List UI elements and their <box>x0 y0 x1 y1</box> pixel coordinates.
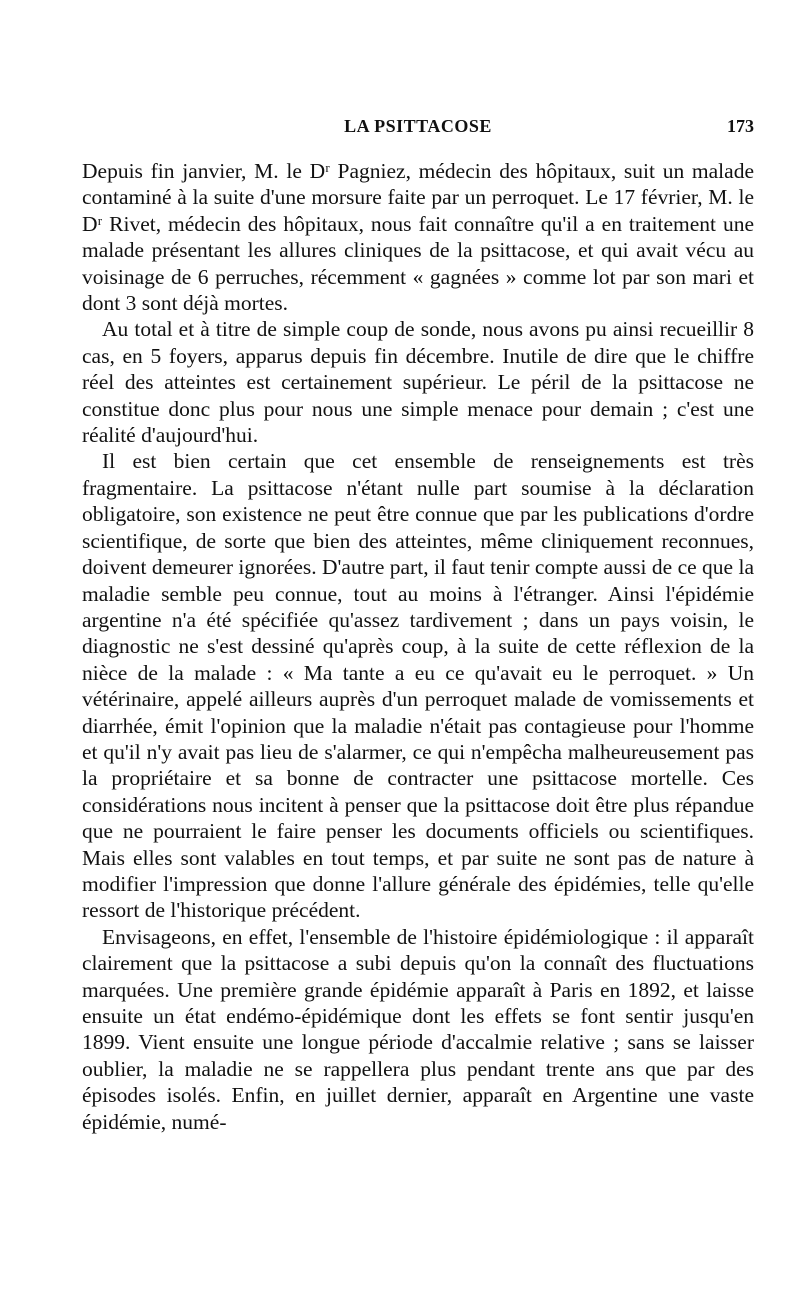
body-text <box>82 158 754 1135</box>
page-number: 173 <box>727 116 754 136</box>
page-header <box>82 116 754 144</box>
paragraph-4: Envisageons, en effet, l'ensemble de l'histoire épidémiologique : il apparaît clairement que la psittacose a subi depuis qu'on la connaît des fluctuations marquées. Une première grande épidémie apparaît à Paris en 1892, et laisse ensuite un état endémo-épidémique dont les effets se font sentir jusqu'en 1899. Vient ensuite une longue période d'accalmie relative ; sans se laisser oublier, la maladie ne se rappellera plus pendant trente ans que par des épisodes isolés. Enfin, en juillet dernier, apparaît en Argentine une vaste épidémie, numé- <box>82 924 754 1134</box>
running-title: LA PSITTACOSE <box>344 116 492 136</box>
paragraph-1: Depuis fin janvier, M. le Dʳ Pagniez, médecin des hôpitaux, suit un malade contaminé à la suite d'une morsure faite par un perroquet. Le 17 février, M. le Dʳ Rivet, médecin des hôpitaux, nous fait connaître qu'il a en traitement une malade présentant les allures cliniques de la psittacose, et qui avait vécu au voisinage de 6 perruches, récemment « gagnées » comme lot par son mari et dont 3 sont déjà mortes. <box>82 159 754 316</box>
paragraph-3: Il est bien certain que cet ensemble de renseignements est très fragmentaire. La psittacose n'étant nulle part soumise à la déclaration obligatoire, son existence ne peut être connue que par les publications d'ordre scientifique, de sorte que bien des atteintes, même cliniquement reconnues, doivent demeurer ignorées. D'autre part, il faut tenir compte aussi de ce que la maladie semble peu connue, tout au moins à l'étranger. Ainsi l'épidémie argentine n'a été spécifiée qu'assez tardivement ; dans un pays voisin, le diagnostic ne s'est dessiné qu'après coup, à la suite de cette réflexion de la nièce de la malade : « Ma tante a eu ce qu'avait eu le perroquet. » Un vétérinaire, appelé ailleurs auprès d'un perroquet malade de vomissements et diarrhée, émit l'opinion que la maladie n'était pas contagieuse pour l'homme et qu'il n'y avait pas lieu de s'alarmer, ce qui n'empêcha malheureusement pas la propriétaire et sa bonne de contracter une psittacose mortelle. Ces considérations nous incitent à penser que la psittacose doit être plus répandue que ne pourraient le faire penser les documents officiels ou scientifiques. Mais elles sont valables en tout temps, et par suite ne sont pas de nature à modifier l'impression que donne l'allure générale des épidémies, telle qu'elle ressort de l'historique précédent. <box>82 449 754 923</box>
paragraph-2: Au total et à titre de simple coup de sonde, nous avons pu ainsi recueillir 8 cas, en 5 foyers, apparus depuis fin décembre. Inutile de dire que le chiffre réel des atteintes est certainement supérieur. Le péril de la psittacose ne constitue donc plus pour nous une simple menace pour demain ; c'est une réalité d'aujourd'hui. <box>82 317 754 448</box>
